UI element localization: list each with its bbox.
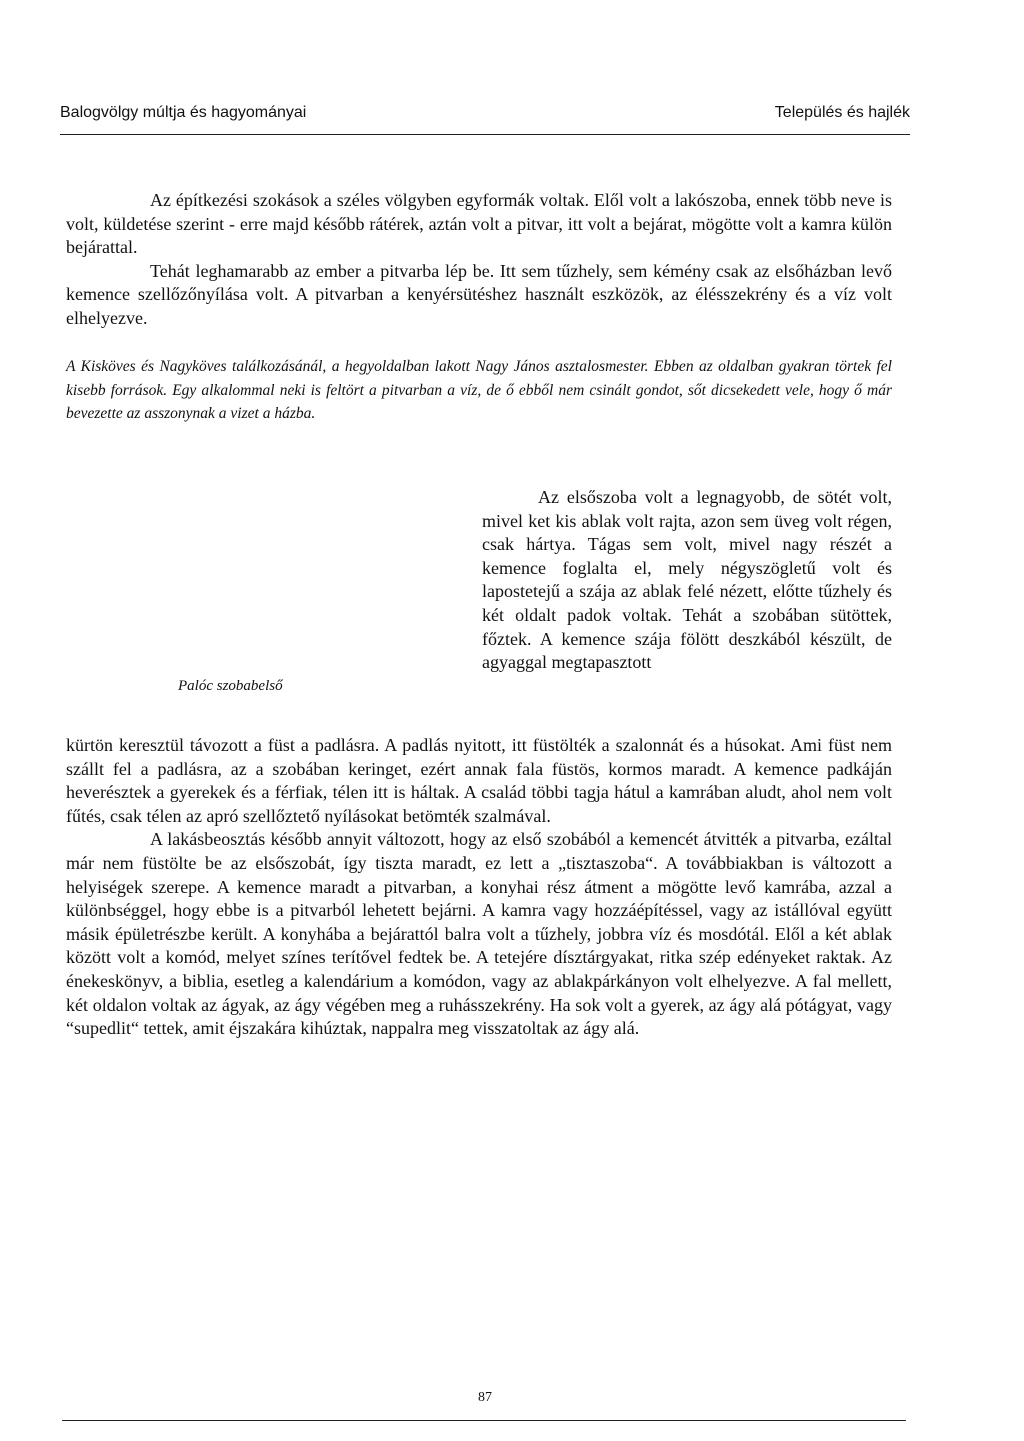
running-header (60, 104, 910, 122)
anecdote-italic-block (66, 355, 892, 426)
page-number: 87 (478, 1390, 492, 1405)
intro-paragraph-1: Az építkezési szokások a széles völgyben egyformák voltak. Elől volt a lakószoba, ennek több neve is volt, küldetése szerint - erre majd később rátérek, aztán volt a pitvar, itt volt a bejárat, mögötte volt a kamra külön bejárattal. (66, 190, 892, 258)
right-column-paragraph: Az elsőszoba volt a legnagyobb, de sötét volt, mivel ket kis ablak volt rajta, azon sem üveg volt régen, csak hártya. Tágas sem volt, mivel nagy részét a kemence foglalta el, mely négyszögletű volt és lapostetejű a szája az ablak felé nézett, előtte tűzhely és két oldalt padok voltak. Tehát a szobában sütöttek, főztek. A kemence szája fölött deszkából készült, de agyaggal megtapasztott (482, 487, 892, 673)
right-column-text (482, 486, 892, 675)
anecdote-paragraph: A Kisköves és Nagyköves találkozásánál, a hegyoldalban lakott Nagy János asztalosmester. Ebben az oldalban gyakran törtek fel kisebb források. Egy alkalommal neki is feltört a pitvarban a víz, de ő ebből nem csinált gondot, sőt dicsekedett vele, hogy ő már bevezette az asszonynak a vizet a házba. (66, 358, 892, 423)
continuation-paragraph-2: A lakásbeosztás később annyit változott, hogy az első szobából a kemencét átvitték a pitvarba, ezáltal már nem füstölte be az elsőszobát, így tiszta maradt, ez lett a „tisztaszoba“. A továbbiakban is változott a helyiségek szerepe. A kemence maradt a pitvarban, a konyhai rész átment a mögötte levő kamrába, azzal a különbséggel, hogy ebbe is a pitvarból lehetett bejárni. A kamra vagy hozzáépítéssel, vagy az istállóval együtt másik épületrészbe került. A konyhába a bejárattól balra volt a tűzhely, jobbra víz és mosdótál. Elől a két ablak között volt a komód, melyet színes terítővel fedtek be. A tetejére dísztárgyakat, ritka szép edényeket raktak. Az énekeskönyv, a biblia, esetleg a kalendárium a komódon, vagy az ablakpárkányon volt elhelyezve. A fal mellett, két oldalon voltak az ágyak, az ágy végében meg a ruhásszekrény. Ha sok volt a gyerek, az ágy alá pótágyat, vagy “supedlit“ tettek, amit éjszakára kihúztak, nappalra meg visszatoltak az ágy alá. (66, 829, 892, 1039)
continuation-section (66, 734, 892, 1041)
header-rule (60, 134, 910, 135)
image-caption: Palóc szobabelső (178, 678, 283, 694)
footer-rule (62, 1420, 906, 1421)
intro-section (66, 189, 892, 331)
intro-paragraph-2: Tehát leghamarabb az ember a pitvarba lép be. Itt sem tűzhely, sem kémény csak az elsőházban levő kemence szellőzőnyílása volt. A pitvarban a kenyérsütéshez használt eszközök, az élésszekrény és a víz volt elhelyezve. (66, 260, 892, 328)
continuation-paragraph-1: kürtön keresztül távozott a füst a padlásra. A padlás nyitott, itt füstölték a szalonnát és a húsokat. Ami füst nem szállt fel a padlásra, az a szobában keringet, ezért annak fala füstös, kormos maradt. A kemence padkáján heverésztek a gyerekek és a férfiak, télen itt is háltak. A család többi tagja hátul a kamrában aludt, ahol nem volt fűtés, csak télen az apró szellőztető nyílásokat betömték szalmával. (66, 735, 892, 826)
header-chapter-title: Település és hajlék (774, 104, 910, 121)
header-book-title: Balogvölgy múltja és hagyományai (60, 104, 307, 121)
